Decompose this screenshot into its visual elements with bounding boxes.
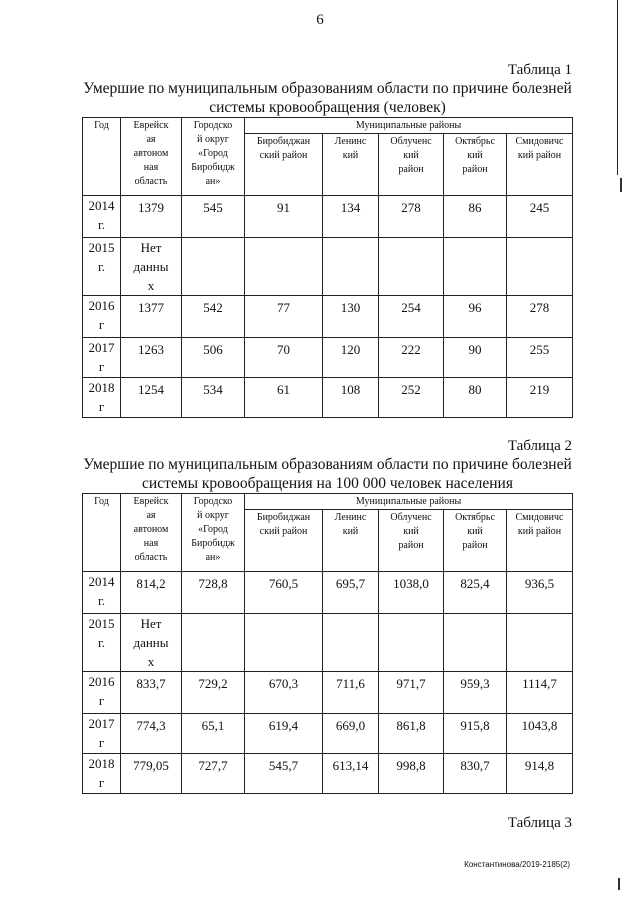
header-region-line: область <box>134 552 168 563</box>
row-year-line: 2014 <box>88 574 115 589</box>
value-cell: 670,3 <box>245 672 323 714</box>
no-data-line: Нет <box>140 616 162 631</box>
header-district-line: ский район <box>259 150 308 161</box>
header-district-line: кий <box>467 526 483 537</box>
header-region-line: ая <box>146 510 156 521</box>
value-cell: 245 <box>507 196 573 238</box>
value-cell: 1043,8 <box>507 714 573 754</box>
row-year-line: г. <box>97 259 106 274</box>
table-1-title-line1: Умершие по муниципальным образованиям области по причине болезней <box>83 80 572 97</box>
value-cell: 91 <box>245 196 323 238</box>
value-cell: 833,7 <box>121 672 182 714</box>
value-cell: 915,8 <box>444 714 507 754</box>
row-year <box>83 196 121 238</box>
value-cell: 120 <box>323 338 379 378</box>
header-district <box>379 510 444 572</box>
row-year <box>83 296 121 338</box>
no-data-line: Нет <box>140 240 162 255</box>
table-1 <box>82 117 573 418</box>
header-district <box>323 134 379 196</box>
value-cell: 278 <box>379 196 444 238</box>
header-year: Год <box>83 494 121 572</box>
value-cell: 130 <box>323 296 379 338</box>
value-cell: 861,8 <box>379 714 444 754</box>
value-cell: 729,2 <box>182 672 245 714</box>
header-region-line: Еврейск <box>133 120 169 131</box>
value-cell: 252 <box>379 378 444 418</box>
table-row <box>83 714 573 754</box>
row-year <box>83 238 121 296</box>
value-cell: 971,7 <box>379 672 444 714</box>
table-row <box>83 238 573 296</box>
header-region <box>121 494 182 572</box>
value-cell: 914,8 <box>507 754 573 794</box>
row-year <box>83 572 121 614</box>
value-cell: 65,1 <box>182 714 245 754</box>
value-cell: 728,8 <box>182 572 245 614</box>
header-city-line: «Город <box>198 524 228 535</box>
empty-cell <box>379 238 444 296</box>
header-district <box>323 510 379 572</box>
no-data-cell <box>121 614 182 672</box>
empty-cell <box>323 238 379 296</box>
header-district-line: Смидовичс <box>515 136 564 147</box>
value-cell: 1263 <box>121 338 182 378</box>
value-cell: 814,2 <box>121 572 182 614</box>
value-cell: 727,7 <box>182 754 245 794</box>
row-year-line: г <box>98 317 105 332</box>
header-city-line: Городско <box>193 120 233 131</box>
header-district-line: Биробиджан <box>256 512 311 523</box>
table-2-title-line2: системы кровообращения на 100 000 человек населения <box>142 475 513 492</box>
value-cell: 1038,0 <box>379 572 444 614</box>
header-district-line: ский район <box>259 526 308 537</box>
header-row <box>83 118 573 134</box>
value-cell: 711,6 <box>323 672 379 714</box>
header-region-line: ая <box>146 134 156 145</box>
header-district-line: кий <box>342 526 359 537</box>
empty-cell <box>182 238 245 296</box>
header-city <box>182 494 245 572</box>
no-data-cell <box>121 238 182 296</box>
value-cell: 545,7 <box>245 754 323 794</box>
header-city-line: Биробидж <box>191 538 235 549</box>
value-cell: 219 <box>507 378 573 418</box>
empty-cell <box>245 614 323 672</box>
table-1-label: Таблица 1 <box>507 62 572 78</box>
table-row <box>83 296 573 338</box>
row-year-line: г <box>98 693 105 708</box>
empty-cell <box>444 238 507 296</box>
header-city-line: «Город <box>198 148 228 159</box>
value-cell: 134 <box>323 196 379 238</box>
value-cell: 86 <box>444 196 507 238</box>
row-year-line: 2016 <box>88 298 115 313</box>
value-cell: 542 <box>182 296 245 338</box>
page-number: 6 <box>316 12 324 28</box>
row-year-line: 2015 <box>88 616 115 631</box>
value-cell: 222 <box>379 338 444 378</box>
row-year-line: 2018 <box>88 380 115 395</box>
header-city-line: й округ <box>197 134 229 145</box>
header-region <box>121 118 182 196</box>
header-district-line: кий <box>467 150 483 161</box>
header-district-line: Ленинс <box>334 512 367 523</box>
table-1-title <box>80 79 575 117</box>
table-2-label: Таблица 2 <box>507 438 572 454</box>
header-district-line: Октябрьс <box>455 512 495 523</box>
row-year-line: 2017 <box>88 716 115 731</box>
header-district <box>379 134 444 196</box>
value-cell: 830,7 <box>444 754 507 794</box>
value-cell: 613,14 <box>323 754 379 794</box>
row-year-line: г <box>98 735 105 750</box>
header-district-line: кий <box>342 150 359 161</box>
header-row <box>83 494 573 510</box>
value-cell: 1379 <box>121 196 182 238</box>
row-year-line: 2014 <box>88 198 115 213</box>
value-cell: 1114,7 <box>507 672 573 714</box>
header-district <box>444 510 507 572</box>
table-2-title <box>80 455 575 493</box>
value-cell: 695,7 <box>323 572 379 614</box>
row-year <box>83 672 121 714</box>
header-city-line: Городско <box>193 496 233 507</box>
header-region-line: область <box>134 176 168 187</box>
margin-mark <box>618 878 620 890</box>
value-cell: 936,5 <box>507 572 573 614</box>
header-district <box>507 134 573 196</box>
row-year-line: г <box>98 399 105 414</box>
header-district <box>245 134 323 196</box>
no-data-line: данны <box>133 635 169 650</box>
no-data-line: х <box>147 654 155 669</box>
header-district <box>444 134 507 196</box>
value-cell: 959,3 <box>444 672 507 714</box>
table-row <box>83 338 573 378</box>
header-region-line: Еврейск <box>133 496 169 507</box>
value-cell: 96 <box>444 296 507 338</box>
table-2-title-line1: Умершие по муниципальным образованиям области по причине болезней <box>83 456 572 473</box>
table-1-title-line2: системы кровообращения (человек) <box>209 99 446 116</box>
empty-cell <box>182 614 245 672</box>
margin-mark <box>620 178 622 192</box>
value-cell: 77 <box>245 296 323 338</box>
empty-cell <box>379 614 444 672</box>
header-city <box>182 118 245 196</box>
header-district-line: кий <box>403 526 419 537</box>
value-cell: 90 <box>444 338 507 378</box>
value-cell: 506 <box>182 338 245 378</box>
header-group: Муниципальные районы <box>245 118 573 134</box>
value-cell: 255 <box>507 338 573 378</box>
table-row <box>83 614 573 672</box>
value-cell: 545 <box>182 196 245 238</box>
empty-cell <box>507 614 573 672</box>
row-year-line: г. <box>97 593 106 608</box>
header-district-line: район <box>462 164 488 175</box>
header-district-line: кий район <box>517 150 562 161</box>
header-district-line: район <box>398 540 424 551</box>
row-year-line: г <box>98 359 105 374</box>
table-row <box>83 572 573 614</box>
empty-cell <box>323 614 379 672</box>
header-city-line: ан» <box>205 176 221 187</box>
value-cell: 278 <box>507 296 573 338</box>
row-year-line: г. <box>97 217 106 232</box>
row-year-line: г <box>98 775 105 790</box>
header-district-line: Биробиджан <box>256 136 311 147</box>
row-year-line: 2016 <box>88 674 115 689</box>
margin-line <box>617 0 618 175</box>
value-cell: 108 <box>323 378 379 418</box>
header-district <box>507 510 573 572</box>
header-district-line: кий <box>403 150 419 161</box>
header-region-line: автоном <box>133 524 169 535</box>
row-year-line: 2017 <box>88 340 115 355</box>
header-region-line: автоном <box>133 148 169 159</box>
value-cell: 825,4 <box>444 572 507 614</box>
row-year <box>83 338 121 378</box>
empty-cell <box>245 238 323 296</box>
value-cell: 1254 <box>121 378 182 418</box>
header-city-line: ан» <box>205 552 221 563</box>
header-district-line: Смидовичс <box>515 512 564 523</box>
row-year <box>83 714 121 754</box>
value-cell: 998,8 <box>379 754 444 794</box>
empty-cell <box>507 238 573 296</box>
table-2 <box>82 493 573 794</box>
header-region-line: ная <box>143 162 159 173</box>
footer-code: Константинова/2019-2185(2) <box>464 860 570 869</box>
header-district-line: район <box>462 540 488 551</box>
header-region-line: ная <box>143 538 159 549</box>
value-cell: 619,4 <box>245 714 323 754</box>
value-cell: 774,3 <box>121 714 182 754</box>
header-district-line: кий район <box>517 526 562 537</box>
table-3-label: Таблица 3 <box>507 815 572 831</box>
no-data-line: данны <box>133 259 169 274</box>
value-cell: 760,5 <box>245 572 323 614</box>
row-year-line: 2015 <box>88 240 115 255</box>
header-group: Муниципальные районы <box>245 494 573 510</box>
value-cell: 669,0 <box>323 714 379 754</box>
table-row <box>83 754 573 794</box>
value-cell: 1377 <box>121 296 182 338</box>
header-year: Год <box>83 118 121 196</box>
table-row <box>83 672 573 714</box>
header-city-line: Биробидж <box>191 162 235 173</box>
row-year <box>83 378 121 418</box>
empty-cell <box>444 614 507 672</box>
header-district-line: Облученс <box>390 512 432 523</box>
value-cell: 80 <box>444 378 507 418</box>
value-cell: 779,05 <box>121 754 182 794</box>
row-year <box>83 754 121 794</box>
header-district-line: Ленинс <box>334 136 367 147</box>
row-year <box>83 614 121 672</box>
table-row <box>83 378 573 418</box>
value-cell: 70 <box>245 338 323 378</box>
header-district-line: Октябрьс <box>455 136 495 147</box>
row-year-line: 2018 <box>88 756 115 771</box>
header-district-line: Облученс <box>390 136 432 147</box>
row-year-line: г. <box>97 635 106 650</box>
table-row <box>83 196 573 238</box>
value-cell: 534 <box>182 378 245 418</box>
header-district-line: район <box>398 164 424 175</box>
value-cell: 254 <box>379 296 444 338</box>
header-city-line: й округ <box>197 510 229 521</box>
no-data-line: х <box>147 278 155 293</box>
value-cell: 61 <box>245 378 323 418</box>
header-district <box>245 510 323 572</box>
